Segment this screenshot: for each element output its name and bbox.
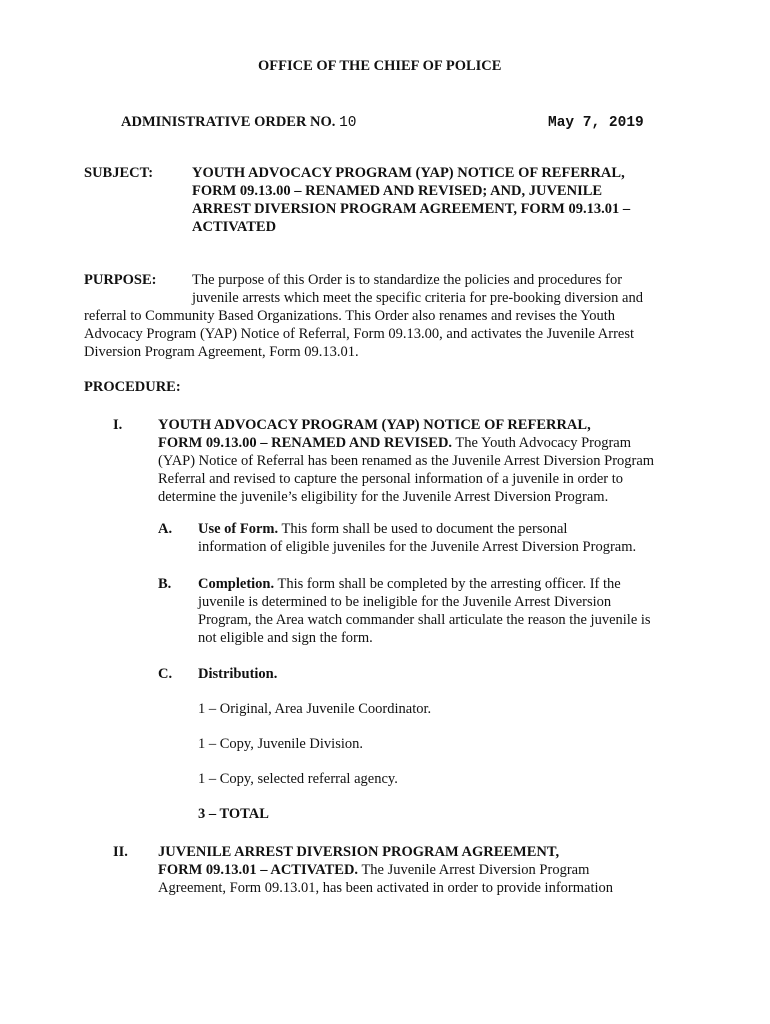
procedure-label: PROCEDURE:: [84, 379, 181, 395]
section-text: (YAP) Notice of Referral has been renamed as the Juvenile Arrest Diversion Program: [158, 453, 655, 469]
subject-line: FORM 09.13.00 – RENAMED AND REVISED; AND, JUVENILE: [192, 183, 603, 199]
subsection-a-first-line: [198, 521, 567, 538]
section-text: determine the juvenile’s eligibility for the Juvenile Arrest Diversion Program.: [158, 489, 609, 505]
subject-label: SUBJECT:: [84, 165, 154, 181]
section-text: Agreement, Form 09.13.01, has been activated in order to provide information: [158, 880, 614, 896]
subsection-letter: B.: [158, 576, 172, 592]
subsection-text: not eligible and sign the form.: [198, 630, 373, 646]
subject-line: ACTIVATED: [192, 219, 277, 235]
section-title: FORM 09.13.00 – RENAMED AND REVISED.: [158, 435, 453, 451]
subsection-text: This form shall be used to document the personal: [281, 521, 568, 537]
section-text: The Juvenile Arrest Diversion Program: [361, 862, 590, 878]
section-title: JUVENILE ARREST DIVERSION PROGRAM AGREEMENT,: [158, 844, 560, 860]
subsection-text: juvenile is determined to be ineligible for the Juvenile Arrest Diversion: [198, 594, 612, 610]
order-number-line: [121, 114, 356, 131]
section-title: YOUTH ADVOCACY PROGRAM (YAP) NOTICE OF REFERRAL,: [158, 417, 591, 433]
distribution-item: 1 – Copy, selected referral agency.: [198, 771, 398, 787]
subject-line: ARREST DIVERSION PROGRAM AGREEMENT, FORM 09.13.01 –: [192, 201, 631, 217]
subject-line: YOUTH ADVOCACY PROGRAM (YAP) NOTICE OF REFERRAL,: [192, 165, 625, 181]
subsection-letter: A.: [158, 521, 173, 537]
section-numeral: II.: [113, 844, 128, 860]
purpose-label: PURPOSE:: [84, 272, 157, 288]
subsection-letter: C.: [158, 666, 173, 682]
subsection-title: Use of Form.: [198, 521, 279, 537]
order-date: May 7, 2019: [548, 115, 644, 131]
purpose-line: Advocacy Program (YAP) Notice of Referral, Form 09.13.00, and activates the Juvenile Arrest: [84, 326, 635, 342]
distribution-item: 1 – Original, Area Juvenile Coordinator.: [198, 701, 432, 717]
office-heading: OFFICE OF THE CHIEF OF POLICE: [258, 58, 502, 74]
section-title-line: [158, 862, 589, 879]
order-number: 10: [339, 115, 357, 131]
subsection-b-first-line: [198, 576, 621, 593]
section-numeral: I.: [113, 417, 123, 433]
subsection-title: Distribution.: [198, 666, 278, 682]
subsection-text: This form shall be completed by the arresting officer. If the: [277, 576, 621, 592]
distribution-total: 3 – TOTAL: [198, 806, 269, 822]
order-label: ADMINISTRATIVE ORDER NO.: [121, 114, 336, 130]
section-text: Referral and revised to capture the personal information of a juvenile in order to: [158, 471, 624, 487]
distribution-item: 1 – Copy, Juvenile Division.: [198, 736, 364, 752]
purpose-line: juvenile arrests which meet the specific criteria for pre-booking diversion and: [192, 290, 643, 306]
subsection-text: Program, the Area watch commander shall articulate the reason the juvenile is: [198, 612, 651, 628]
subsection-title: Completion.: [198, 576, 275, 592]
section-text: The Youth Advocacy Program: [455, 435, 632, 451]
purpose-line: The purpose of this Order is to standardize the policies and procedures for: [192, 272, 623, 288]
purpose-line: Diversion Program Agreement, Form 09.13.01.: [84, 344, 359, 360]
purpose-line: referral to Community Based Organizations. This Order also renames and revises the Youth: [84, 308, 616, 324]
subsection-text: information of eligible juveniles for the Juvenile Arrest Diversion Program.: [198, 539, 637, 555]
section-title: FORM 09.13.01 – ACTIVATED.: [158, 862, 359, 878]
section-title-line: [158, 435, 631, 452]
